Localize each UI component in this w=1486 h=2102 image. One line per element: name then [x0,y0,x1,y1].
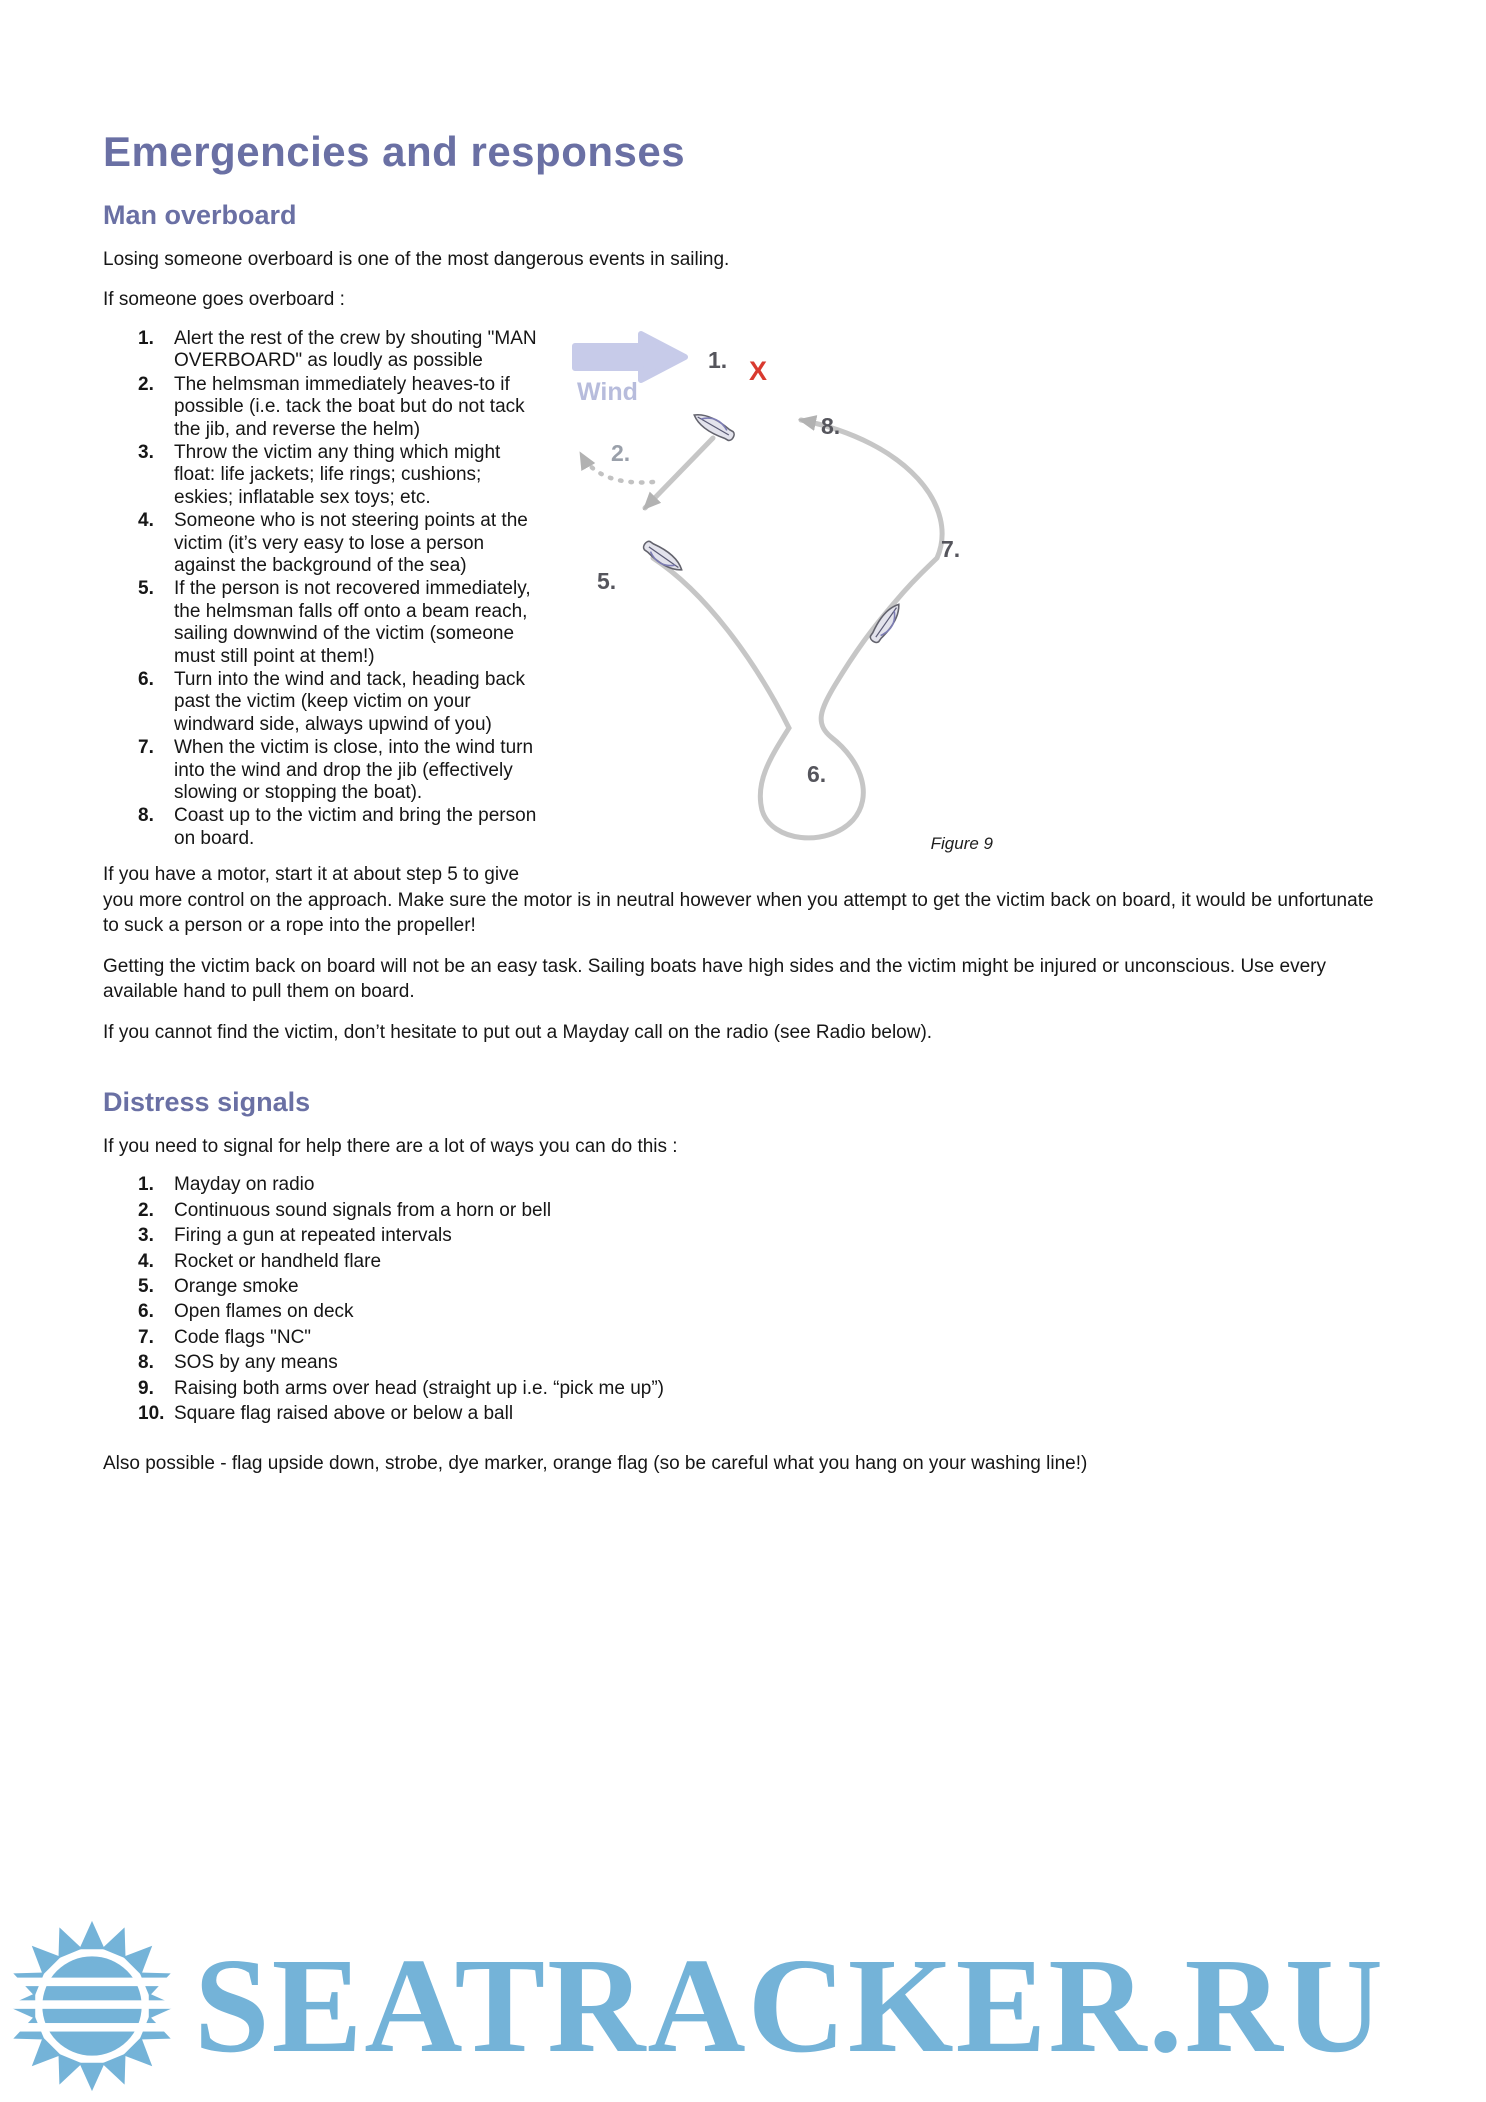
wind-arrow-icon [575,334,685,380]
step-label-7: 7. [941,535,961,562]
list-item [138,1403,1386,1425]
list-item-text: Open flames on deck [174,1301,354,1323]
list-item-number: 8. [138,805,154,827]
list-item-number: 2. [138,373,154,395]
figure-caption: Figure 9 [930,833,993,853]
list-item-text: Coast up to the victim and bring the person on board. [174,805,537,849]
heave-to-drift-line [645,438,713,508]
list-item [138,328,545,373]
list-item-number: 5. [138,1276,154,1298]
maneuver-path [653,420,942,838]
list-item-text: Orange smoke [174,1276,299,1298]
list-item [138,737,545,804]
list-item-text: Continuous sound signals from a horn or bell [174,1199,552,1221]
list-item-text: Someone who is not steering points at the victim (it’s very easy to lose a person against the background of the sea) [174,510,528,576]
para-motor: If you have a motor, start it at about step 5 to give you more control on the approach. Make sure the motor is in neutral however when you attempt to get the victim back on board, it would be unfortunate to suck a person or a rope into the propeller! [103,864,1374,937]
list-item-number: 10. [138,1403,165,1425]
list-item-text: Code flags "NC" [174,1326,312,1348]
boat-icon [868,600,905,645]
list-item-text: Rocket or handheld flare [174,1250,382,1272]
para-recovery: Getting the victim back on board will not be an easy task. Sailing boats have high sides and the victim might be injured or unconscious. Use every available hand to pull them on board. [103,955,1326,1003]
step-label-6: 6. [807,760,827,787]
list-item-number: 2. [138,1199,154,1221]
list-item [138,1225,1386,1247]
section-man-overboard-heading: Man overboard [103,200,297,230]
sun-icon [4,1918,180,2094]
watermark-logo-text: SEATRACKER.RU [194,1931,1385,2081]
list-item [138,1174,1386,1196]
list-item [138,578,545,668]
list-item-number: 3. [138,441,154,463]
list-item [138,510,545,577]
page-title: Emergencies and responses [103,128,686,175]
list-item [138,1378,1386,1400]
list-item-number: 5. [138,578,154,600]
section-distress-heading: Distress signals [103,1086,311,1117]
list-item [138,1200,1386,1222]
step-label-8: 8. [821,412,841,439]
list-item-text: Square flag raised above or below a ball [174,1403,514,1425]
distress-intro: If you need to signal for help there are a lot of ways you can do this : [103,1135,678,1157]
list-item [138,374,545,441]
list-item-text: Alert the rest of the crew by shouting "MAN OVERBOARD" as loudly as possible [174,327,537,372]
list-item-text: If the person is not recovered immediately, the helmsman falls off onto a beam reach, sailing downwind of the victim (someone must still point at them!) [174,578,531,667]
list-item-number: 7. [138,1326,154,1348]
figure-9-inner [565,330,1015,854]
list-item [138,1301,1386,1323]
list-item [138,1352,1386,1374]
para-mayday: If you cannot find the victim, don’t hesitate to put out a Mayday call on the radio (see Radio below). [103,1021,933,1043]
list-item-number: 6. [138,669,154,690]
list-item-text: The helmsman immediately heaves-to if possible (i.e. tack the boat but do not tack the jib, and reverse the helm) [174,373,525,440]
list-item-text: Turn into the wind and tack, heading back past the victim (keep victim on your windward side, always upwind of you) [174,669,526,735]
step-label-2: 2. [611,439,631,466]
victim-x-marker: X [749,355,768,386]
man-overboard-intro-1: Losing someone overboard is one of the most dangerous events in sailing. [103,249,730,270]
list-item-text: Raising both arms over head (straight up i.e. “pick me up”) [174,1377,664,1399]
list-item-number: 1. [138,1174,154,1196]
list-item [138,669,545,736]
list-item [138,1251,1386,1273]
list-item [138,1276,1386,1298]
list-item-number: 7. [138,737,154,759]
list-item [138,1327,1386,1349]
list-item-number: 4. [138,1250,154,1272]
list-item-text: When the victim is close, into the wind turn into the wind and drop the jib (effectively slowing or stopping the boat). [174,737,534,804]
step-label-1: 1. [708,346,728,373]
list-item-number: 3. [138,1225,154,1247]
list-item-number: 1. [138,327,154,349]
list-item-number: 6. [138,1301,154,1323]
list-item-text: Firing a gun at repeated intervals [174,1225,452,1247]
list-item-number: 8. [138,1352,154,1374]
list-item-number: 9. [138,1377,154,1399]
list-item-text: Mayday on radio [174,1174,315,1196]
figure-9-diagram [565,330,1015,850]
list-item-text: SOS by any means [174,1352,338,1374]
boat-icon [641,538,686,575]
figure-9 [565,330,1386,872]
wind-label: Wind [577,377,638,406]
list-item [138,805,545,850]
man-overboard-intro-2: If someone goes overboard : [103,289,345,311]
list-item [138,442,545,509]
list-item-text: Throw the victim any thing which might float: life jackets; life rings; cushions; eskies; inflatable sex toys; etc. [174,441,501,508]
list-item-number: 4. [138,510,154,532]
distress-signal-list [138,1174,1386,1425]
distress-outro: Also possible - flag upside down, strobe, dye marker, orange flag (so be careful what you hang on your washing line!) [103,1453,1088,1475]
step-label-5: 5. [597,567,617,594]
watermark-logo [4,1918,1385,2094]
